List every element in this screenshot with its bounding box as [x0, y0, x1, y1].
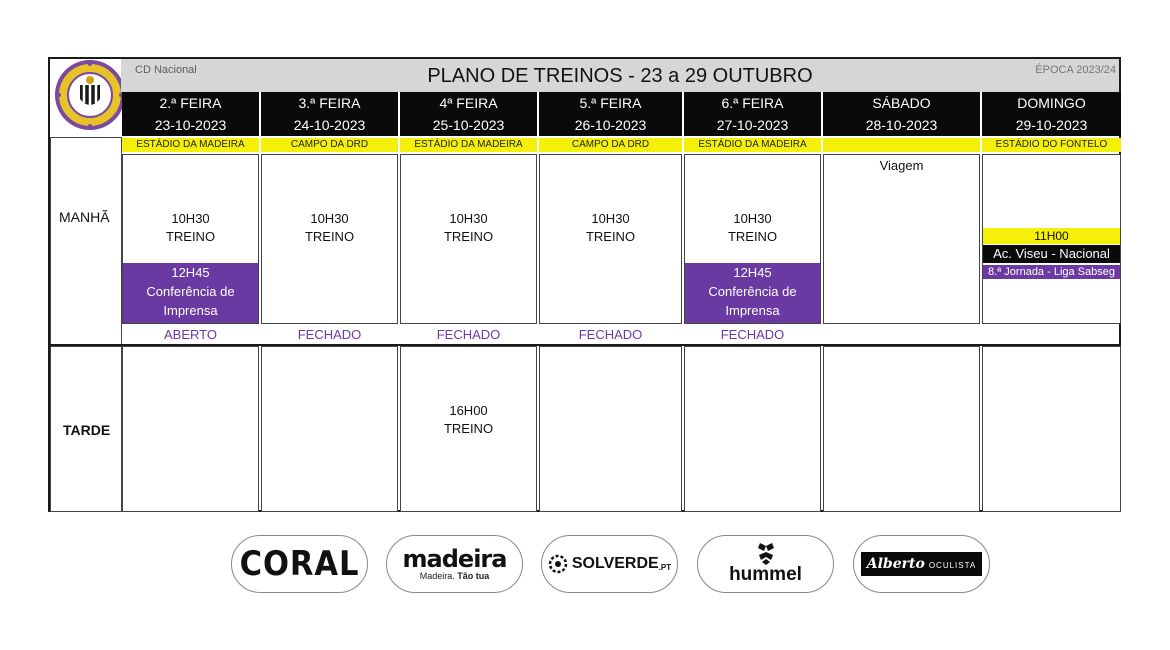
venue-label: ESTÁDIO DA MADEIRA [684, 138, 821, 152]
afternoon-cell [261, 346, 398, 512]
day-date: 23-10-2023 [154, 117, 227, 133]
morning-cell [400, 154, 537, 324]
session-label: TREINO [585, 229, 636, 244]
season-label: ÉPOCA 2023/24 [1035, 64, 1116, 76]
session-time: 10H30 [733, 211, 772, 226]
sponsor-coral [231, 535, 368, 593]
afternoon-cell [122, 346, 259, 512]
madeira-logo-text: madeira [402, 545, 507, 573]
venue-label: ESTÁDIO DA MADEIRA [122, 138, 259, 152]
day-header [684, 92, 821, 136]
hummel-bee-icon [754, 543, 778, 565]
madeira-tagline-part: Madeira. [419, 571, 455, 581]
day-name: SÁBADO [872, 95, 931, 111]
alberto-logo-text: Alberto [866, 556, 925, 572]
conference-line2: Imprensa [163, 303, 218, 318]
afternoon-cell [684, 346, 821, 512]
sponsor-alberto [853, 535, 990, 593]
game-time: 11H00 [983, 228, 1120, 244]
day-name: 2.ª FEIRA [159, 95, 222, 111]
sponsor-hummel [697, 535, 834, 593]
status-label: FECHADO [720, 327, 785, 342]
day-name: 5.ª FEIRA [579, 95, 642, 111]
morning-cell [122, 154, 259, 324]
club-crest-icon [54, 59, 126, 131]
period-divider [50, 344, 1121, 346]
period-cell-morning [50, 137, 122, 345]
madeira-tagline-bold: Tão tua [457, 571, 490, 581]
title-bar [121, 59, 1119, 92]
morning-cell [539, 154, 682, 324]
venue-label: ESTÁDIO DO FONTELO [982, 138, 1121, 152]
afternoon-cell [823, 346, 980, 512]
conference-line1: Conferência de [708, 284, 797, 299]
afternoon-cell [982, 346, 1121, 512]
session-time: 16H00 [449, 403, 488, 418]
period-cell-afternoon [50, 346, 122, 512]
alberto-suffix: OCULISTA [928, 561, 977, 570]
game-match: Ac. Viseu - Nacional [983, 245, 1120, 263]
period-label-morning: MANHÃ [59, 209, 110, 225]
afternoon-cell [400, 346, 537, 512]
conference-line1: Conferência de [146, 284, 235, 299]
solverde-suffix: .PT [658, 562, 672, 572]
day-header [122, 92, 259, 136]
status-label: ABERTO [164, 327, 217, 342]
madeira-tagline [420, 571, 490, 581]
day-date: 26-10-2023 [574, 117, 647, 133]
session-label: TREINO [443, 229, 494, 244]
session-label: TREINO [165, 229, 216, 244]
session-label: TREINO [727, 229, 778, 244]
conference-time: 12H45 [171, 265, 210, 280]
day-name: 6.ª FEIRA [721, 95, 784, 111]
conference-line2: Imprensa [725, 303, 780, 318]
solverde-sun-icon [548, 554, 568, 574]
session-time: 10H30 [449, 211, 488, 226]
venue-label: CAMPO DA DRD [261, 138, 398, 152]
status-label: FECHADO [297, 327, 362, 342]
day-header [823, 92, 980, 136]
morning-cell [982, 154, 1121, 324]
status-label: FECHADO [578, 327, 643, 342]
status-label: FECHADO [436, 327, 501, 342]
session-time: 10H30 [310, 211, 349, 226]
venue-label: CAMPO DA DRD [539, 138, 682, 152]
morning-cell [823, 154, 980, 324]
venue-label [823, 138, 980, 152]
hummel-logo-text: hummel [729, 564, 802, 585]
venue-label: ESTÁDIO DA MADEIRA [400, 138, 537, 152]
solverde-logo-text: SOLVERDE [571, 555, 659, 572]
day-name: DOMINGO [1017, 95, 1086, 111]
press-conference-block [685, 263, 820, 323]
period-label-afternoon: TARDE [63, 422, 111, 438]
day-date: 25-10-2023 [432, 117, 505, 133]
session-time: 10H30 [591, 211, 630, 226]
game-round: 8.ª Jornada - Liga Sabseg [983, 265, 1120, 279]
schedule-table [48, 57, 1121, 512]
sponsor-solverde [541, 535, 678, 593]
day-header [261, 92, 398, 136]
day-date: 24-10-2023 [293, 117, 366, 133]
day-date: 28-10-2023 [865, 117, 938, 133]
day-header [982, 92, 1121, 136]
travel-note: Viagem [879, 158, 924, 173]
press-conference-block [123, 263, 258, 323]
page-title: PLANO DE TREINOS - 23 a 29 OUTUBRO [427, 65, 813, 87]
session-label: TREINO [304, 229, 355, 244]
day-name: 4ª FEIRA [439, 95, 498, 111]
morning-cell [684, 154, 821, 324]
afternoon-cell [539, 346, 682, 512]
sponsor-madeira [386, 535, 523, 593]
day-name: 3.ª FEIRA [298, 95, 361, 111]
session-label: TREINO [443, 421, 494, 436]
day-header [539, 92, 682, 136]
day-header [400, 92, 537, 136]
day-date: 29-10-2023 [1015, 117, 1088, 133]
morning-cell [261, 154, 398, 324]
day-date: 27-10-2023 [716, 117, 789, 133]
session-time: 10H30 [171, 211, 210, 226]
coral-logo-text: CORAL [239, 544, 360, 584]
club-name: CD Nacional [135, 64, 197, 76]
alberto-logo-box [861, 552, 982, 576]
conference-time: 12H45 [733, 265, 772, 280]
